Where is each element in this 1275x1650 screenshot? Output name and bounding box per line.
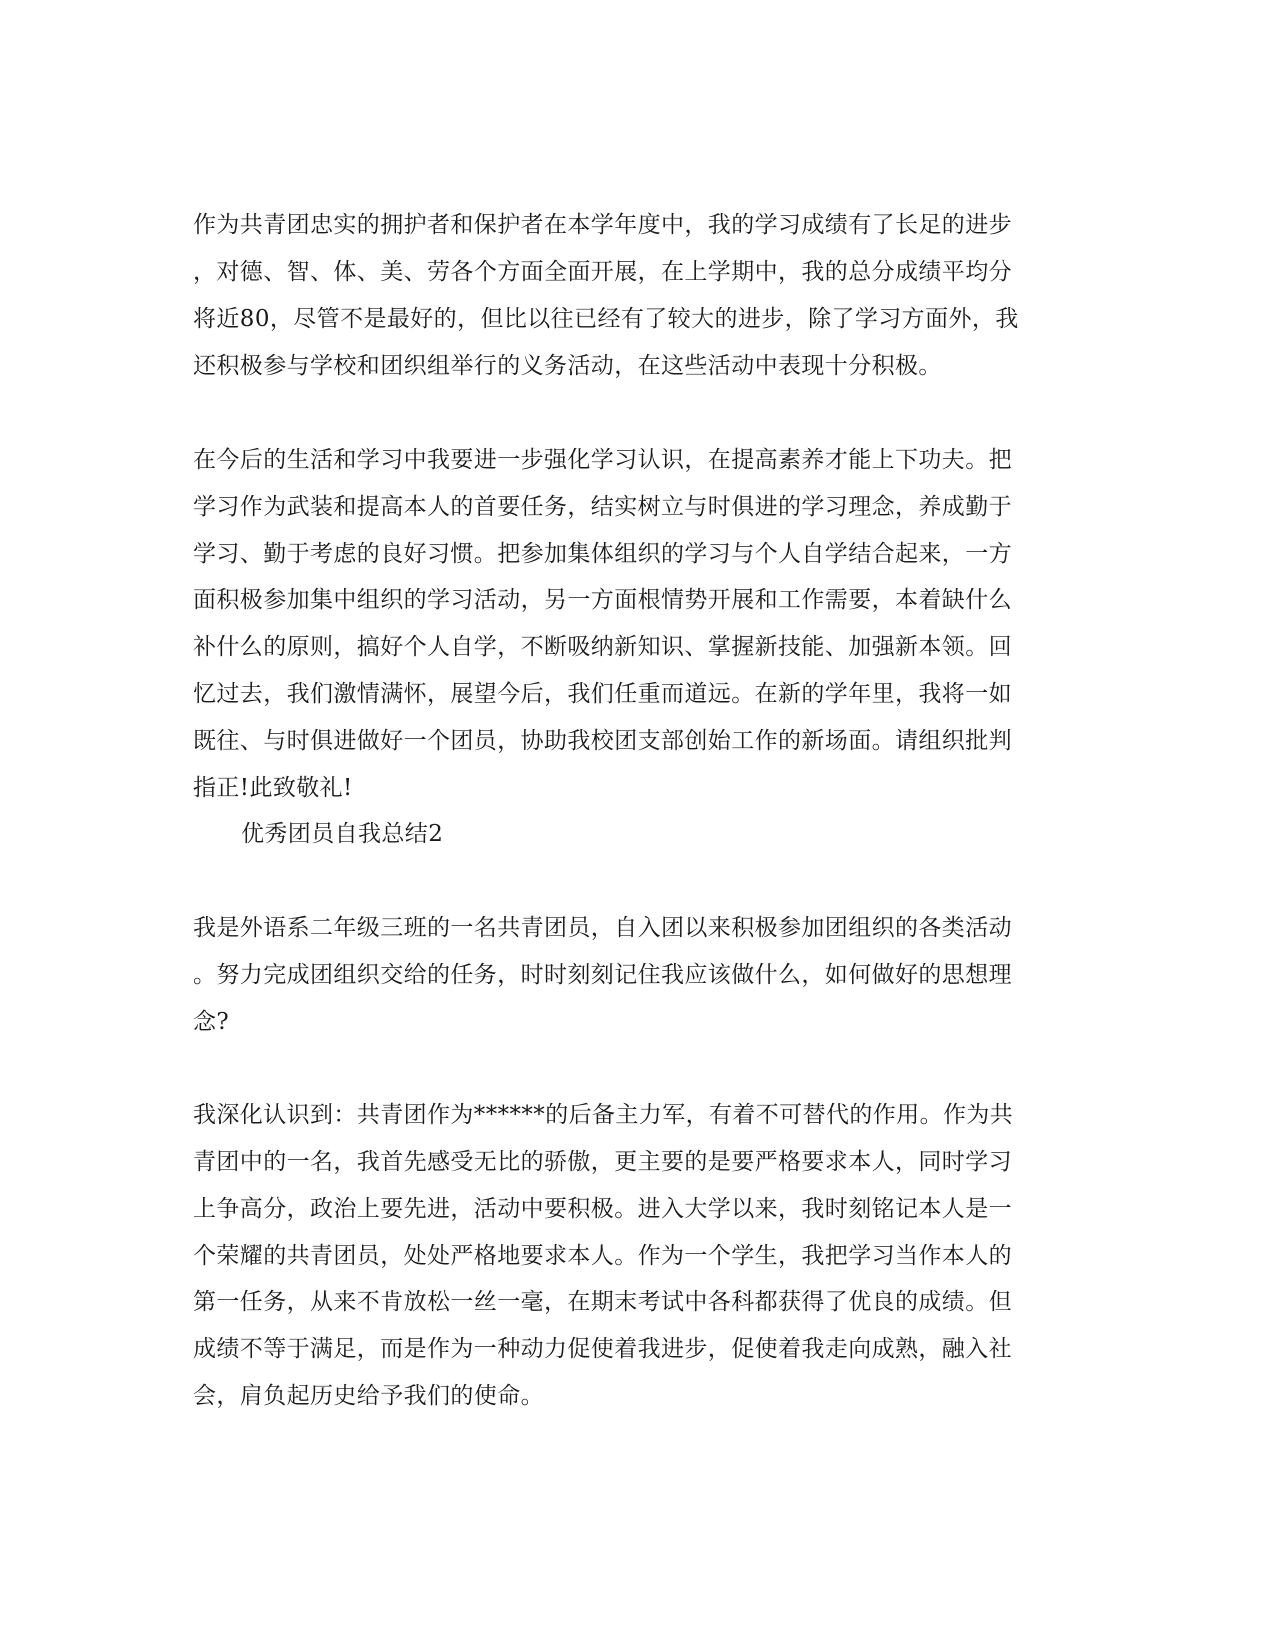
paragraph-3-line-1: 我是外语系二年级三班的一名共青团员，自入团以来积极参加团组织的各类活动 bbox=[193, 915, 1012, 941]
section-heading: 优秀团员自我总结2 bbox=[241, 821, 444, 847]
paragraph-2-line-4: 面积极参加集中组织的学习活动，另一方面根情势开展和工作需要，本着缺什么 bbox=[193, 587, 1012, 613]
paragraph-2-line-2: 学习作为武装和提高本人的首要任务，结实树立与时俱进的学习理念，养成勤于 bbox=[193, 494, 1012, 520]
paragraph-2-line-6: 忆过去，我们激情满怀，展望今后，我们任重而道远。在新的学年里，我将一如 bbox=[193, 681, 1012, 707]
paragraph-1-line-1: 作为共青团忠实的拥护者和保护者在本学年度中，我的学习成绩有了长足的进步 bbox=[193, 212, 1012, 238]
paragraph-4-line-6: 成绩不等于满足，而是作为一种动力促使着我进步，促使着我走向成熟，融入社 bbox=[193, 1336, 1012, 1362]
paragraph-3-line-2: 。努力完成团组织交给的任务，时时刻刻记住我应该做什么，如何做好的思想理 bbox=[193, 962, 1012, 988]
paragraph-2-line-5: 补什么的原则，搞好个人自学，不断吸纳新知识、掌握新技能、加强新本领。回 bbox=[193, 634, 1012, 660]
paragraph-4-line-3: 上争高分，政治上要先进，活动中要积极。进入大学以来，我时刻铭记本人是一 bbox=[193, 1196, 1012, 1222]
paragraph-2-line-1: 在今后的生活和学习中我要进一步强化学习认识，在提高素养才能上下功夫。把 bbox=[193, 447, 1012, 473]
paragraph-2-line-8: 指正!此致敬礼! bbox=[193, 775, 353, 801]
paragraph-4-line-4: 个荣耀的共青团员，处处严格地要求本人。作为一个学生，我把学习当作本人的 bbox=[193, 1243, 1012, 1269]
paragraph-3-line-3: 念? bbox=[193, 1009, 230, 1035]
paragraph-4-line-5: 第一任务，从来不肯放松一丝一毫，在期末考试中各科都获得了优良的成绩。但 bbox=[193, 1289, 1012, 1315]
paragraph-2-line-7: 既往、与时俱进做好一个团员，协助我校团支部创始工作的新场面。请组织批判 bbox=[193, 728, 1012, 754]
paragraph-1-line-3: 将近80，尽管不是最好的，但比以往已经有了较大的进步，除了学习方面外，我 bbox=[193, 306, 1019, 332]
paragraph-4-line-1: 我深化认识到：共青团作为******的后备主力军，有着不可替代的作用。作为共 bbox=[193, 1102, 1014, 1128]
paragraph-1-line-4: 还积极参与学校和团织组举行的义务活动，在这些活动中表现十分积极。 bbox=[193, 353, 942, 379]
paragraph-2-line-3: 学习、勤于考虑的良好习惯。把参加集体组织的学习与个人自学结合起来，一方 bbox=[193, 541, 1012, 567]
paragraph-1-line-2: ，对德、智、体、美、劳各个方面全面开展，在上学期中，我的总分成绩平均分 bbox=[193, 259, 1012, 285]
paragraph-4-line-2: 青团中的一名，我首先感受无比的骄傲，更主要的是要严格要求本人，同时学习 bbox=[193, 1149, 1012, 1175]
paragraph-4-line-7: 会，肩负起历史给予我们的使命。 bbox=[193, 1383, 544, 1409]
